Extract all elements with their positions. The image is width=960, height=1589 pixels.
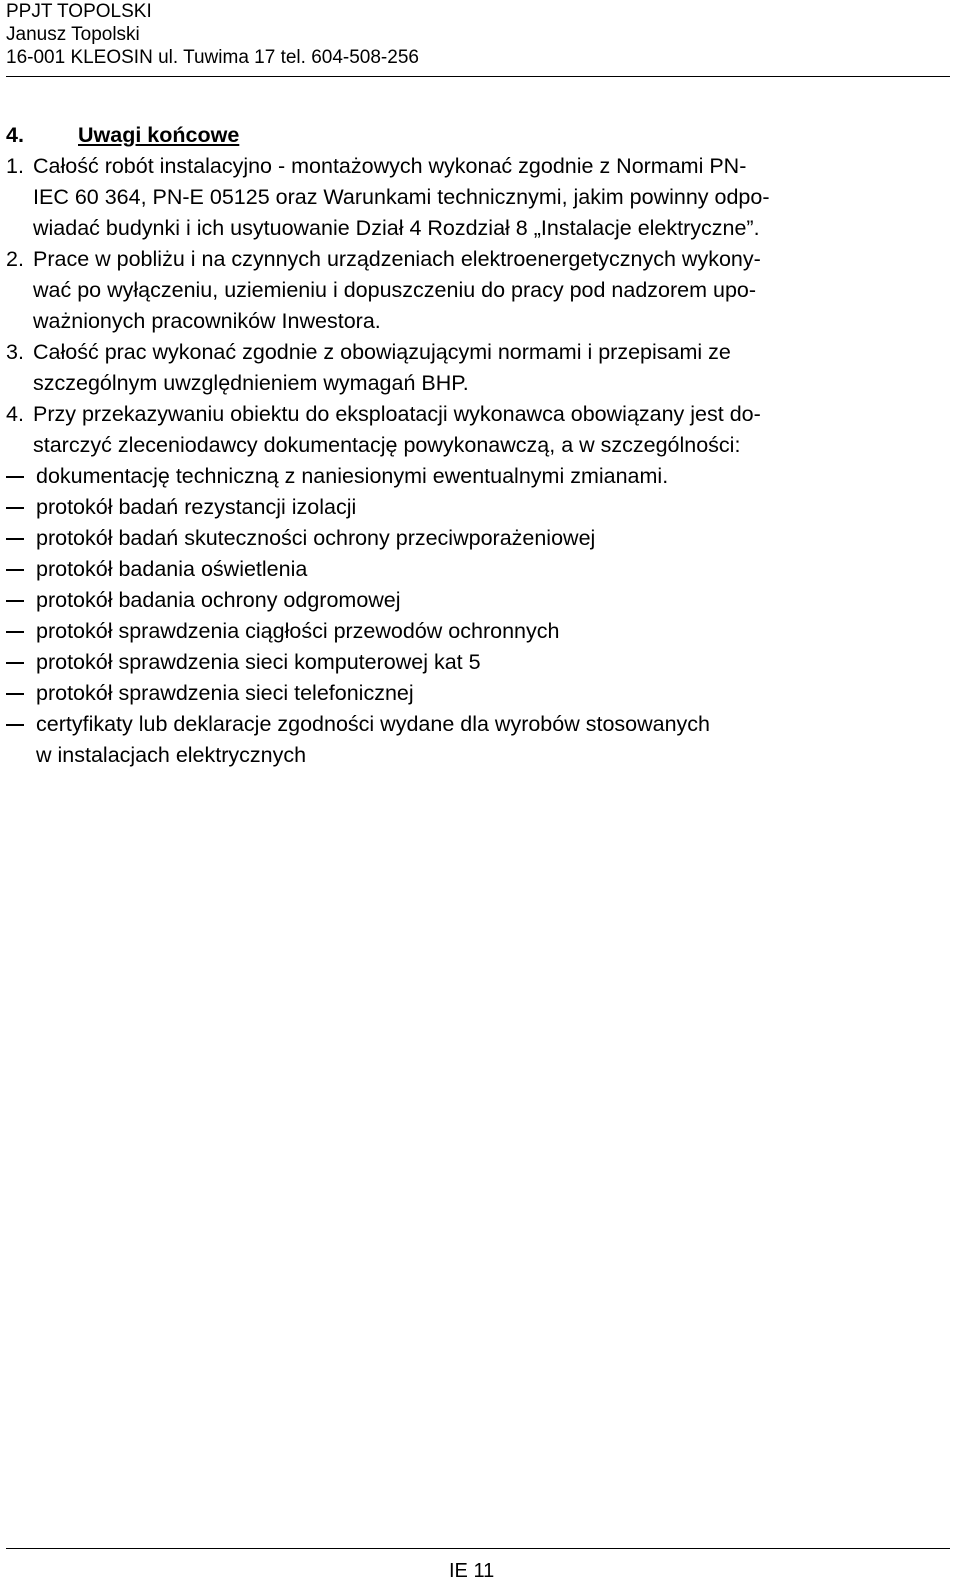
list-item-text: protokół sprawdzenia ciągłości przewodów ochronnych xyxy=(36,619,560,643)
list-item-text: protokół badań skuteczności ochrony przeciwporażeniowej xyxy=(36,526,596,550)
list-item xyxy=(6,461,950,492)
dash-bullet-icon xyxy=(6,693,24,695)
dash-bullet-icon xyxy=(6,662,24,664)
section-number: 4. xyxy=(6,123,24,147)
list-item-text: w instalacjach elektrycznych xyxy=(36,743,307,767)
item-text-line: wać po wyłączeniu, uziemieniu i dopuszczeniu do pracy pod nadzorem upo- xyxy=(33,278,757,302)
company-address: 16-001 KLEOSIN ul. Tuwima 17 tel. 604-508-256 xyxy=(6,47,419,68)
remark-item-2 xyxy=(6,244,950,337)
item-text-line: starczyć zleceniodawcy dokumentację powykonawczą, a w szczególności: xyxy=(33,433,741,457)
list-item xyxy=(6,709,950,771)
item-number: 4. xyxy=(6,402,24,426)
item-text-line: wiadać budynki i ich usytuowanie Dział 4 Rozdział 8 „Instalacje elektryczne”. xyxy=(33,216,760,240)
remark-item-3 xyxy=(6,337,950,399)
dash-bullet-icon xyxy=(6,600,24,602)
dash-bullet-icon xyxy=(6,538,24,540)
section-heading xyxy=(6,120,950,151)
item-number: 3. xyxy=(6,340,24,364)
page-footer xyxy=(6,1548,950,1589)
list-item-text: protokół sprawdzenia sieci komputerowej kat 5 xyxy=(36,650,481,674)
item-text-line: ważnionych pracowników Inwestora. xyxy=(33,309,381,333)
dash-bullet-icon xyxy=(6,569,24,571)
item-text-line: IEC 60 364, PN-E 05125 oraz Warunkami technicznymi, jakim powinny odpo- xyxy=(33,185,770,209)
remark-item-1 xyxy=(6,151,950,244)
list-item-text: protokół badań rezystancji izolacji xyxy=(36,495,357,519)
list-item xyxy=(6,585,950,616)
dash-bullet-icon xyxy=(6,724,24,726)
list-item xyxy=(6,492,950,523)
list-item-text: dokumentację techniczną z naniesionymi ewentualnymi zmianami. xyxy=(36,464,669,488)
dash-bullet-icon xyxy=(6,476,24,478)
item-text-line: Prace w pobliżu i na czynnych urządzeniach elektroenergetycznych wykony- xyxy=(33,247,761,271)
company-name: PPJT TOPOLSKI xyxy=(6,1,152,22)
list-item-text: certyfikaty lub deklaracje zgodności wydane dla wyrobów stosowanych xyxy=(36,712,711,736)
list-item xyxy=(6,616,950,647)
required-documents-list xyxy=(6,461,950,771)
item-number: 2. xyxy=(6,247,24,271)
item-text-line: Przy przekazywaniu obiektu do eksploatacji wykonawca obowiązany jest do- xyxy=(33,402,761,426)
dash-bullet-icon xyxy=(6,631,24,633)
list-item-text: protokół badania ochrony odgromowej xyxy=(36,588,401,612)
remark-item-4 xyxy=(6,399,950,461)
item-text-line: szczególnym uwzględnieniem wymagań BHP. xyxy=(33,371,469,395)
list-item-text: protokół badania oświetlenia xyxy=(36,557,308,581)
list-item xyxy=(6,523,950,554)
document-body xyxy=(6,120,950,771)
dash-bullet-icon xyxy=(6,507,24,509)
item-text-line: Całość robót instalacyjno - montażowych wykonać zgodnie z Normami PN- xyxy=(33,154,747,178)
item-text-line: Całość prac wykonać zgodnie z obowiązującymi normami i przepisami ze xyxy=(33,340,731,364)
list-item-text: protokół sprawdzenia sieci telefonicznej xyxy=(36,681,414,705)
list-item xyxy=(6,678,950,709)
page-header xyxy=(6,0,950,77)
item-number: 1. xyxy=(6,154,24,178)
section-title: Uwagi końcowe xyxy=(78,123,240,147)
owner-name: Janusz Topolski xyxy=(6,24,140,45)
page-number: IE 11 xyxy=(449,1560,495,1582)
list-item xyxy=(6,554,950,585)
list-item xyxy=(6,647,950,678)
